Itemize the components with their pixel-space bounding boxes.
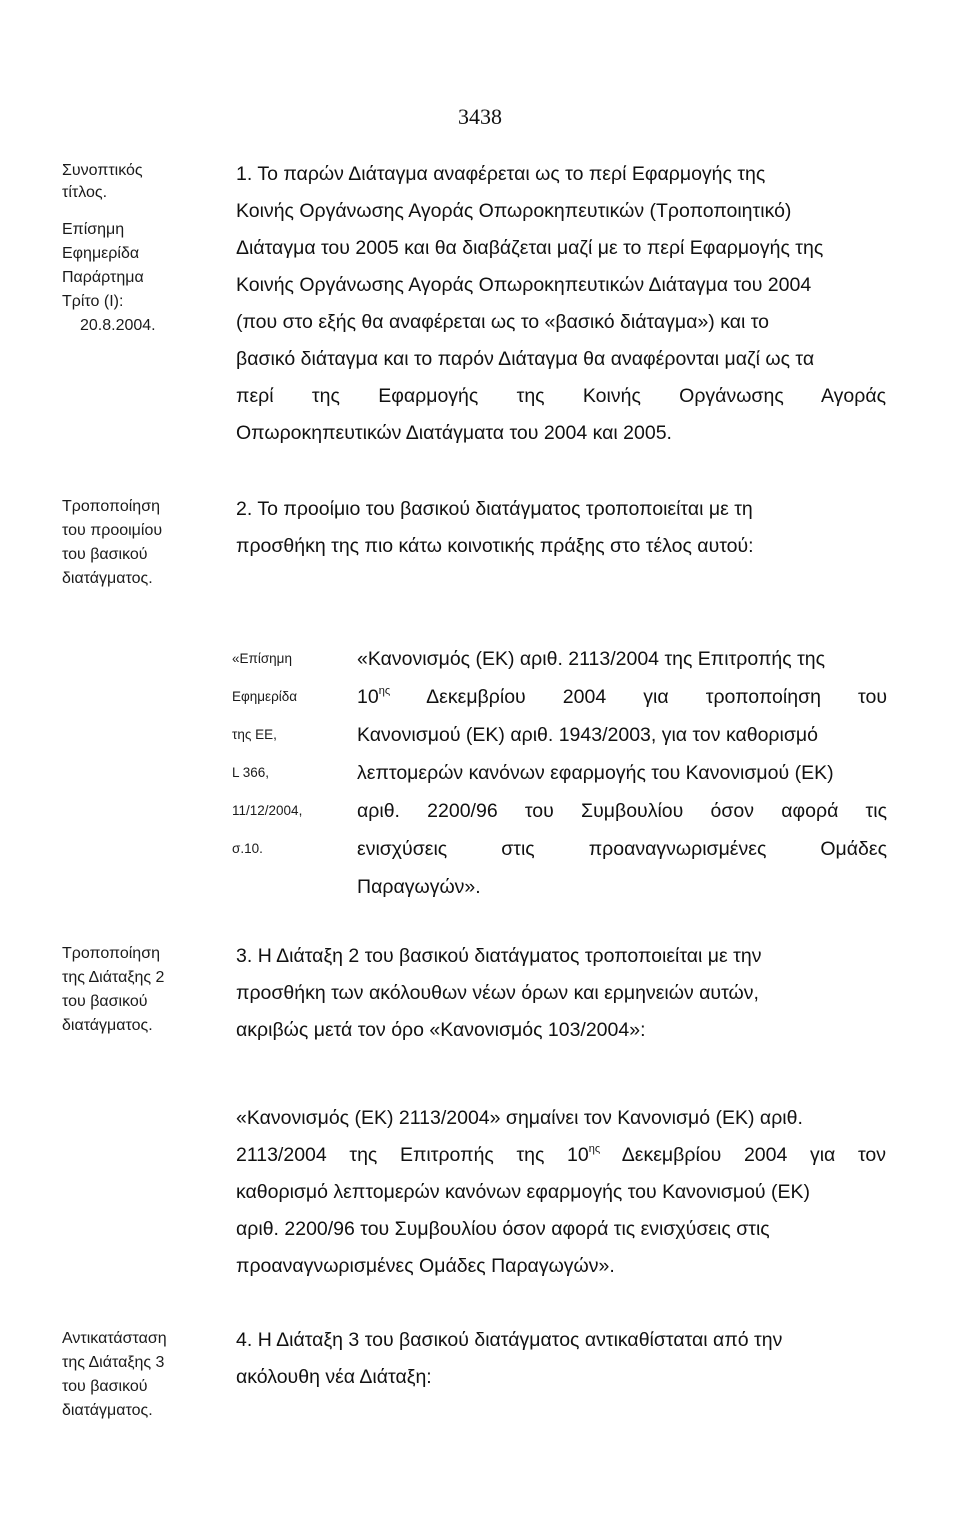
- text-line: (που στο εξής θα αναφέρεται ως το «βασικό διάταγμα») και το: [236, 311, 770, 333]
- margin-note-line: της Διάταξης 2: [62, 969, 165, 986]
- definition-block: [236, 1100, 886, 1285]
- superscript: ης: [378, 685, 391, 697]
- margin-note-line: Τροποποίηση: [62, 498, 160, 515]
- margin-note-line: διατάγματος.: [62, 1402, 153, 1419]
- text-line: καθορισμό λεπτομερών κανόνων εφαρμογής του Κανονισμού (ΕΚ): [236, 1181, 811, 1203]
- text-span: Δεκεμβρίου 2004 για τροποποίηση του: [426, 686, 887, 708]
- margin-note-replace-reg3: [62, 1327, 212, 1423]
- section-number: 1.: [236, 163, 253, 185]
- text-span: Η Διάταξη 3 του βασικού διατάγματος αντικαθίσταται από την: [257, 1329, 783, 1351]
- text-line: ακριβώς μετά τον όρο «Κανονισμός 103/2004»:: [236, 1019, 646, 1041]
- citation-line: σ.10.: [232, 841, 263, 856]
- quoted-regulation: [357, 640, 887, 906]
- text-line: Οπωροκηπευτικών Διατάγματα του 2004 και 2005.: [236, 422, 672, 444]
- text-line: προαναγνωρισμένες Ομάδες Παραγωγών».: [236, 1255, 615, 1277]
- superscript: ης: [588, 1143, 601, 1155]
- margin-note-line: 20.8.2004.: [80, 317, 156, 334]
- margin-note-line: Εφημερίδα: [62, 245, 140, 262]
- text-line: [236, 491, 886, 528]
- text-span: Το προοίμιο του βασικού διατάγματος τροποποιείται με τη: [257, 498, 753, 520]
- margin-note-amend-preamble: [62, 495, 212, 591]
- citation-line: L 366,: [232, 765, 270, 780]
- margin-note-line: διατάγματος.: [62, 570, 153, 587]
- text-line: προσθήκη των ακόλουθων νέων όρων και ερμηνειών αυτών,: [236, 982, 759, 1004]
- text-line: «Κανονισμός (ΕΚ) 2113/2004» σημαίνει τον Κανονισμό (ΕΚ) αριθ.: [236, 1107, 803, 1129]
- text-line: Διάταγμα του 2005 και θα διαβάζεται μαζί με το περί Εφαρμογής της: [236, 237, 824, 259]
- text-line: προσθήκη της πιο κάτω κοινοτικής πράξης στο τέλος αυτού:: [236, 535, 754, 557]
- margin-note-line: διατάγματος.: [62, 1017, 153, 1034]
- section-1: [236, 156, 886, 452]
- citation-line: «Επίσημη: [232, 651, 292, 666]
- page-number: 3438: [458, 104, 502, 129]
- text-line: ενισχύσεις στις προαναγνωρισμένες Ομάδες: [357, 838, 887, 860]
- margin-note-line: του βασικού: [62, 546, 148, 563]
- margin-note-line: Αντικατάσταση: [62, 1330, 167, 1347]
- text-line: [236, 156, 886, 193]
- text-span: Η Διάταξη 2 του βασικού διατάγματος τροποποιείται με την: [257, 945, 762, 967]
- text-span: 2113/2004 της Επιτροπής της 10: [236, 1144, 589, 1166]
- text-line: [236, 938, 886, 975]
- text-line: [236, 1322, 886, 1359]
- citation-line: Εφημερίδα: [232, 689, 298, 704]
- margin-note-gazette: [62, 218, 212, 338]
- citation-note: [232, 640, 342, 868]
- text-line: βασικό διάταγμα και το παρόν Διάταγμα θα αναφέρονται μαζί ως τα: [236, 348, 815, 370]
- text-line: ακόλουθη νέα Διάταξη:: [236, 1366, 432, 1388]
- text-line: [236, 1137, 886, 1174]
- text-line: «Κανονισμός (ΕΚ) αριθ. 2113/2004 της Επιτροπής της: [357, 648, 826, 670]
- section-3: [236, 938, 886, 1049]
- text-line: Κοινής Οργάνωσης Αγοράς Οπωροκηπευτικών Διάταγμα του 2004: [236, 274, 812, 296]
- text-line: λεπτομερών κανόνων εφαρμογής του Κανονισμού (ΕΚ): [357, 762, 834, 784]
- margin-note-line: Συνοπτικός: [62, 162, 143, 179]
- text-line: αριθ. 2200/96 του Συμβουλίου όσον αφορά τις ενισχύσεις στις: [236, 1218, 770, 1240]
- citation-line: της ΕΕ,: [232, 727, 277, 742]
- margin-note-line: του προοιμίου: [62, 522, 163, 539]
- text-line: αριθ. 2200/96 του Συμβουλίου όσον αφορά τις: [357, 800, 887, 822]
- margin-note-short-title: [62, 160, 212, 204]
- text-line: Κοινής Οργάνωσης Αγοράς Οπωροκηπευτικών (Τροποποιητικό): [236, 200, 792, 222]
- citation-line: 11/12/2004,: [232, 803, 303, 818]
- margin-note-line: της Διάταξης 3: [62, 1354, 165, 1371]
- text-span: Δεκεμβρίου 2004 για τον: [621, 1144, 886, 1166]
- margin-note-line: Επίσημη: [62, 221, 125, 238]
- margin-note-amend-reg2: [62, 942, 212, 1038]
- section-number: 2.: [236, 498, 253, 520]
- section-2: [236, 491, 886, 565]
- margin-note-line: του βασικού: [62, 993, 148, 1010]
- text-line: Παραγωγών».: [357, 876, 481, 898]
- margin-note-line: του βασικού: [62, 1378, 148, 1395]
- text-line: [357, 678, 887, 716]
- text-span: 10: [357, 686, 379, 708]
- margin-note-line: Παράρτημα: [62, 269, 144, 286]
- section-number: 4.: [236, 1329, 253, 1351]
- margin-note-line: Τροποποίηση: [62, 945, 160, 962]
- section-number: 3.: [236, 945, 253, 967]
- text-line: περί της Εφαρμογής της Κοινής Οργάνωσης Αγοράς: [236, 385, 886, 407]
- text-line: Κανονισμού (ΕΚ) αριθ. 1943/2003, για τον καθορισμό: [357, 724, 818, 746]
- margin-note-line: Τρίτο (Ι):: [62, 293, 124, 310]
- margin-note-line: τίτλος.: [62, 184, 108, 201]
- section-4: [236, 1322, 886, 1396]
- text-span: Το παρών Διάταγμα αναφέρεται ως το περί Εφαρμογής της: [257, 163, 766, 185]
